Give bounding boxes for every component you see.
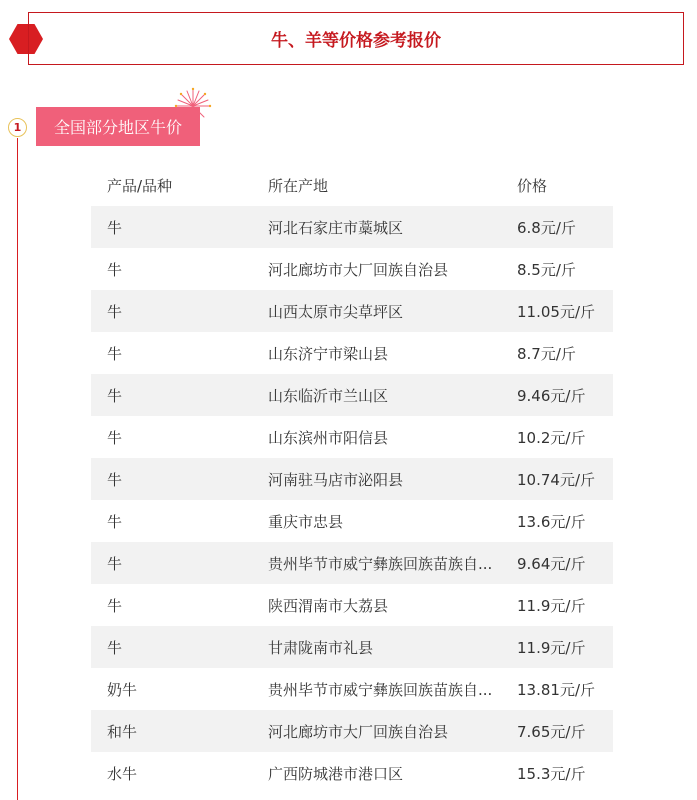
- page-title: 牛、羊等价格参考报价: [28, 12, 684, 65]
- column-header-product: 产品/品种: [107, 176, 173, 195]
- cell-origin: 甘肃陇南市礼县: [268, 638, 374, 657]
- cell-origin: 河北廊坊市大厂回族自治县: [268, 260, 449, 279]
- table-row: [91, 248, 613, 290]
- cell-price: 8.5元/斤: [517, 260, 576, 279]
- cell-origin: 贵州毕节市威宁彝族回族苗族自...: [268, 680, 493, 699]
- cell-price: 15.3元/斤: [517, 764, 586, 783]
- table-row: [91, 752, 613, 794]
- table-row: [91, 206, 613, 248]
- column-header-price: 价格: [517, 176, 548, 195]
- cell-product: 牛: [107, 386, 123, 405]
- table-row: [91, 584, 613, 626]
- cell-origin: 河南驻马店市泌阳县: [268, 470, 404, 489]
- table-header-row: [91, 164, 613, 206]
- table-row: [91, 710, 613, 752]
- table-row: [91, 458, 613, 500]
- table-body: [91, 206, 613, 794]
- table-row: [91, 416, 613, 458]
- table-row: [91, 374, 613, 416]
- section-title: 全国部分地区牛价: [36, 107, 200, 146]
- table-row: [91, 542, 613, 584]
- cell-product: 牛: [107, 470, 123, 489]
- cell-origin: 贵州毕节市威宁彝族回族苗族自...: [268, 554, 493, 573]
- table-row: [91, 500, 613, 542]
- cell-price: 10.2元/斤: [517, 428, 586, 447]
- cell-product: 水牛: [107, 764, 138, 783]
- cell-price: 13.6元/斤: [517, 512, 586, 531]
- cell-product: 和牛: [107, 722, 138, 741]
- cell-origin: 河北石家庄市藁城区: [268, 218, 404, 237]
- cell-price: 11.05元/斤: [517, 302, 595, 321]
- timeline-line: [17, 138, 18, 800]
- cell-price: 6.8元/斤: [517, 218, 576, 237]
- cell-price: 7.65元/斤: [517, 722, 586, 741]
- cell-price: 13.81元/斤: [517, 680, 595, 699]
- cell-product: 牛: [107, 302, 123, 321]
- cell-origin: 山东临沂市兰山区: [268, 386, 389, 405]
- cell-product: 牛: [107, 596, 123, 615]
- cell-origin: 河北廊坊市大厂回族自治县: [268, 722, 449, 741]
- cell-product: 牛: [107, 638, 123, 657]
- cell-product: 奶牛: [107, 680, 138, 699]
- cell-price: 9.46元/斤: [517, 386, 586, 405]
- table-row: [91, 290, 613, 332]
- cell-price: 11.9元/斤: [517, 638, 586, 657]
- section-number-badge: 1: [8, 118, 27, 137]
- cell-product: 牛: [107, 554, 123, 573]
- cell-origin: 重庆市忠县: [268, 512, 344, 531]
- cell-origin: 山东滨州市阳信县: [268, 428, 389, 447]
- column-header-origin: 所在产地: [268, 176, 329, 195]
- cell-origin: 广西防城港市港口区: [268, 764, 404, 783]
- cell-product: 牛: [107, 512, 123, 531]
- table-row: [91, 332, 613, 374]
- cell-product: 牛: [107, 218, 123, 237]
- cell-product: 牛: [107, 428, 123, 447]
- cell-origin: 陕西渭南市大荔县: [268, 596, 389, 615]
- table-row: [91, 626, 613, 668]
- cell-product: 牛: [107, 344, 123, 363]
- cell-price: 10.74元/斤: [517, 470, 595, 489]
- price-table: [91, 164, 613, 794]
- table-row: [91, 668, 613, 710]
- cell-price: 11.9元/斤: [517, 596, 586, 615]
- cell-price: 9.64元/斤: [517, 554, 586, 573]
- firework-icon: [173, 86, 213, 126]
- cell-price: 8.7元/斤: [517, 344, 576, 363]
- cell-product: 牛: [107, 260, 123, 279]
- cell-origin: 山西太原市尖草坪区: [268, 302, 404, 321]
- cell-origin: 山东济宁市梁山县: [268, 344, 389, 363]
